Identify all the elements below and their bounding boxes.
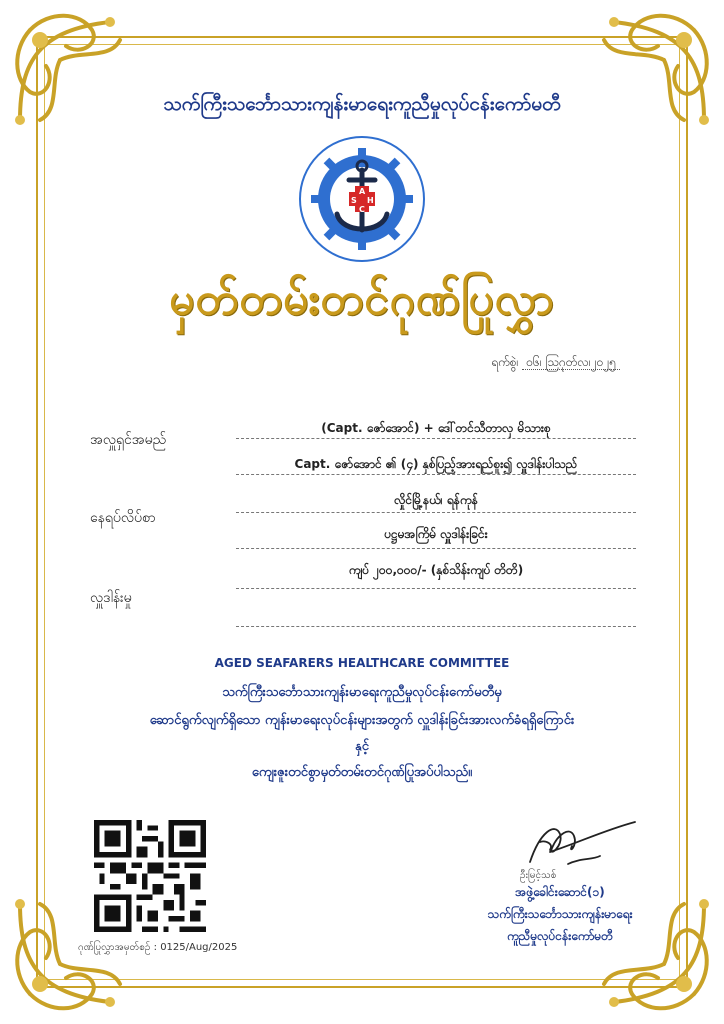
- logo-letter-c: C: [359, 205, 365, 214]
- ornament-corner-bottom-right: [584, 884, 724, 1024]
- qr-code-icon: [94, 820, 206, 932]
- certificate-title: မှတ်တမ်းတင်ဂုဏ်ပြုလွှာ: [169, 274, 555, 325]
- donor-line-2-rule: [236, 474, 636, 475]
- date-label: ရက်စွဲ၊: [491, 355, 519, 369]
- donor-line-1-rule: [236, 438, 636, 439]
- date-line: [491, 354, 620, 372]
- donor-label: အလှူရှင်အမည်: [90, 432, 167, 448]
- organization-title: သက်ကြီးသင်္ဘောသားကျန်းမာရေးကူညီမှုလုပ်ငန်းကော်မတီ: [163, 93, 561, 115]
- address-line-1-rule: [236, 512, 636, 513]
- donation-label: လှူဒါန်းမှု: [90, 590, 132, 606]
- donation-amount: ကျပ် ၂၀၀,၀၀၀/- (နှစ်သိန်းကျပ် တိတိ): [348, 563, 524, 577]
- signer-name: ဦးမြင့်သစ်: [520, 870, 557, 881]
- address-line-2: ပဋ္ဌမအကြိမ် လှူဒါန်းခြင်း: [384, 527, 488, 541]
- donation-line-2-rule: [236, 626, 636, 627]
- signer-role-1: အဖွဲ့ခေါင်းဆောင်(၁): [515, 885, 605, 899]
- logo-letter-s: S: [351, 196, 357, 205]
- logo-letter-h: H: [367, 196, 374, 205]
- signature-image: [510, 812, 640, 876]
- message-line-2: ဆောင်ရွက်လျက်ရှိသော ကျန်းမာရေးလုပ်ငန်းများအတွက် လှူဒါန်းခြင်းအားလက်ခံရရှိကြောင်း: [149, 713, 575, 728]
- logo-letter-a: A: [359, 187, 366, 196]
- certificate-number: ဂုဏ်ပြုလွှာအမှတ်စဉ် : 0125/Aug/2025: [78, 942, 238, 953]
- donor-line-2: Capt. ဇော်အောင် ၏ (၄) နှစ်ပြည့်အားရည်စူး၍ လှူဒါန်းပါသည်: [294, 457, 578, 471]
- address-line-2-rule: [236, 548, 636, 549]
- address-label: နေရပ်လိပ်စာ: [90, 510, 156, 526]
- donor-line-1: (Capt. ဇော်အောင်) + ဒေါ်တင်သီတာလှ မိသားစု: [321, 421, 551, 435]
- address-line-1: လှိုင်မြို့နယ်၊ ရန်ကုန်: [394, 493, 478, 507]
- english-committee-name: AGED SEAFARERS HEALTHCARE COMMITTEE: [214, 656, 510, 670]
- signer-role-3: ကူညီမှုလုပ်ငန်းကော်မတီ: [507, 929, 613, 943]
- date-value: ၀၆၊ ဩဂုတ်လ၊၂၀၂၅: [522, 355, 620, 370]
- donation-line-1-rule: [236, 588, 636, 589]
- message-line-3: နှင့်: [355, 739, 369, 754]
- message-line-1: သက်ကြီးသင်္ဘောသားကျန်းမာရေးကူညီမှုလုပ်ငန်းကော်မတီမှ: [222, 685, 502, 700]
- message-line-4: ကျေးဇူးတင်စွာမှတ်တမ်းတင်ဂုဏ်ပြုအပ်ပါသည်။: [251, 765, 473, 780]
- signer-role-2: သက်ကြီးသင်္ဘောသားကျန်းမာရေး: [487, 907, 633, 921]
- committee-logo-icon: [297, 134, 427, 264]
